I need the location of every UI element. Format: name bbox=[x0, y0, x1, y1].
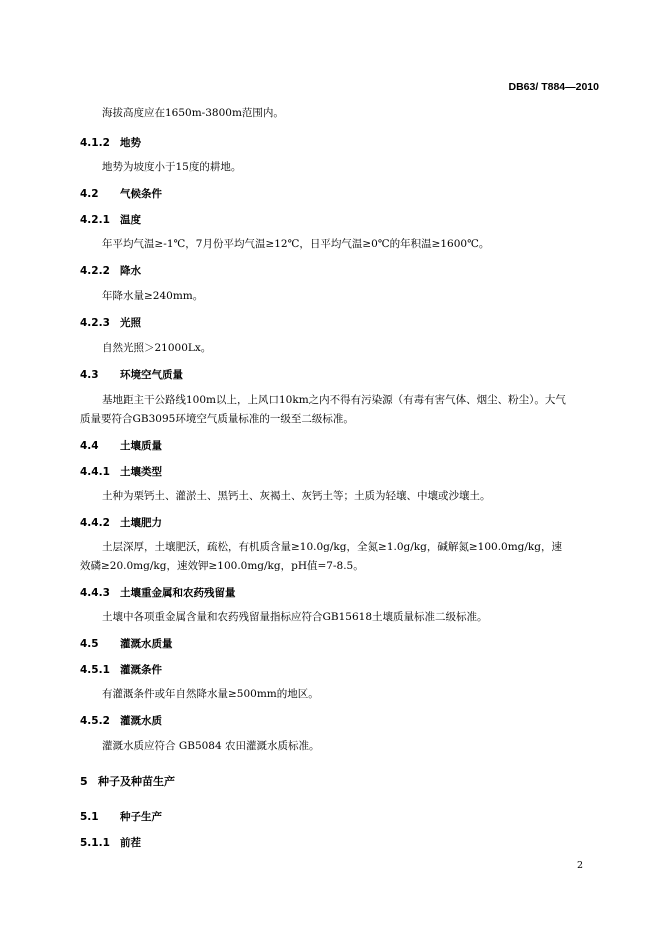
paragraph-temperature: 年平均气温≥-1℃，7月份平均气温≥12℃，日平均气温≥0℃的年积温≥1600℃。 bbox=[102, 238, 490, 250]
heading-title: 灌溉水质量 bbox=[120, 638, 173, 650]
heading-4-5-2 bbox=[80, 713, 162, 728]
heading-number: 4.4 bbox=[80, 440, 99, 452]
heading-number: 4.2.2 bbox=[80, 265, 110, 277]
heading-number: 4.4.1 bbox=[80, 466, 110, 478]
paragraph-light: 自然光照＞21000Lx。 bbox=[102, 342, 212, 354]
heading-title: 土壤重金属和农药残留量 bbox=[120, 587, 236, 599]
heading-5-1-1 bbox=[80, 835, 141, 850]
heading-number: 4.2.3 bbox=[80, 317, 110, 329]
heading-number: 4.1.2 bbox=[80, 137, 110, 149]
heading-title: 地势 bbox=[120, 137, 141, 149]
paragraph-altitude: 海拔高度应在1650m-3800m范围内。 bbox=[102, 107, 284, 119]
heading-4-4-1 bbox=[80, 464, 162, 479]
heading-4-4 bbox=[80, 438, 162, 453]
standard-code-header: DB63/ T884—2010 bbox=[508, 81, 599, 93]
heading-number: 4.5.2 bbox=[80, 715, 110, 727]
heading-title: 种子及种苗生产 bbox=[98, 775, 175, 788]
heading-title: 灌溉条件 bbox=[120, 664, 162, 676]
heading-number: 4.2.1 bbox=[80, 214, 110, 226]
heading-title: 降水 bbox=[120, 265, 141, 277]
paragraph-soil-type: 土种为栗钙土、灌淤土、黑钙土、灰褐土、灰钙土等；土质为轻壤、中壤或沙壤土。 bbox=[102, 490, 491, 502]
heading-title: 温度 bbox=[120, 214, 141, 226]
heading-5-1 bbox=[80, 809, 162, 824]
heading-4-1-2 bbox=[80, 135, 141, 150]
heading-4-2 bbox=[80, 186, 162, 201]
paragraph-terrain: 地势为坡度小于15度的耕地。 bbox=[102, 161, 242, 173]
heading-number: 4.5.1 bbox=[80, 664, 110, 676]
heading-number: 5.1.1 bbox=[80, 837, 110, 849]
heading-number: 4.4.3 bbox=[80, 587, 110, 599]
heading-4-3 bbox=[80, 367, 183, 382]
heading-title: 土壤肥力 bbox=[120, 517, 162, 529]
heading-4-2-2 bbox=[80, 263, 141, 278]
heading-4-5 bbox=[80, 636, 173, 651]
heading-5 bbox=[80, 773, 175, 789]
heading-4-5-1 bbox=[80, 662, 162, 677]
heading-number: 5 bbox=[80, 775, 88, 788]
heading-4-2-1 bbox=[80, 212, 141, 227]
heading-4-2-3 bbox=[80, 315, 141, 330]
heading-title: 光照 bbox=[120, 317, 141, 329]
paragraph-precipitation: 年降水量≥240mm。 bbox=[102, 290, 204, 302]
paragraph-irrigation-conditions: 有灌溉条件或年自然降水量≥500mm的地区。 bbox=[102, 688, 319, 700]
heading-title: 环境空气质量 bbox=[120, 369, 183, 381]
heading-number: 4.4.2 bbox=[80, 517, 110, 529]
heading-4-4-3 bbox=[80, 585, 236, 600]
heading-title: 种子生产 bbox=[120, 811, 162, 823]
heading-title: 气候条件 bbox=[120, 188, 162, 200]
paragraph-soil-fertility: 土层深厚，土壤肥沃，疏松，有机质含量≥10.0g/kg，全氮≥1.0g/kg，碱解氮≥100.0mg/kg，速 bbox=[102, 541, 563, 553]
heading-4-4-2 bbox=[80, 515, 162, 530]
heading-title: 前茬 bbox=[120, 837, 141, 849]
heading-title: 灌溉水质 bbox=[120, 715, 162, 727]
heading-title: 土壤质量 bbox=[120, 440, 162, 452]
paragraph-heavy-metals: 土壤中各项重金属含量和农药残留量指标应符合GB15618土壤质量标准二级标准。 bbox=[102, 611, 488, 623]
heading-number: 4.5 bbox=[80, 638, 99, 650]
heading-number: 4.2 bbox=[80, 188, 99, 200]
page-number: 2 bbox=[577, 860, 584, 871]
heading-number: 5.1 bbox=[80, 811, 99, 823]
paragraph-air-quality-cont: 质量要符合GB3095环境空气质量标准的一级至二级标准。 bbox=[80, 413, 354, 425]
paragraph-soil-fertility-cont: 效磷≥20.0mg/kg，速效钾≥100.0mg/kg，pH值=7-8.5。 bbox=[80, 560, 364, 572]
paragraph-air-quality: 基地距主干公路线100m以上，上风口10km之内不得有污染源（有毒有害气体、烟尘、粉尘）。大气 bbox=[102, 394, 566, 406]
paragraph-irrigation-water: 灌溉水质应符合 GB5084 农田灌溉水质标准。 bbox=[102, 740, 320, 752]
heading-title: 土壤类型 bbox=[120, 466, 162, 478]
heading-number: 4.3 bbox=[80, 369, 99, 381]
